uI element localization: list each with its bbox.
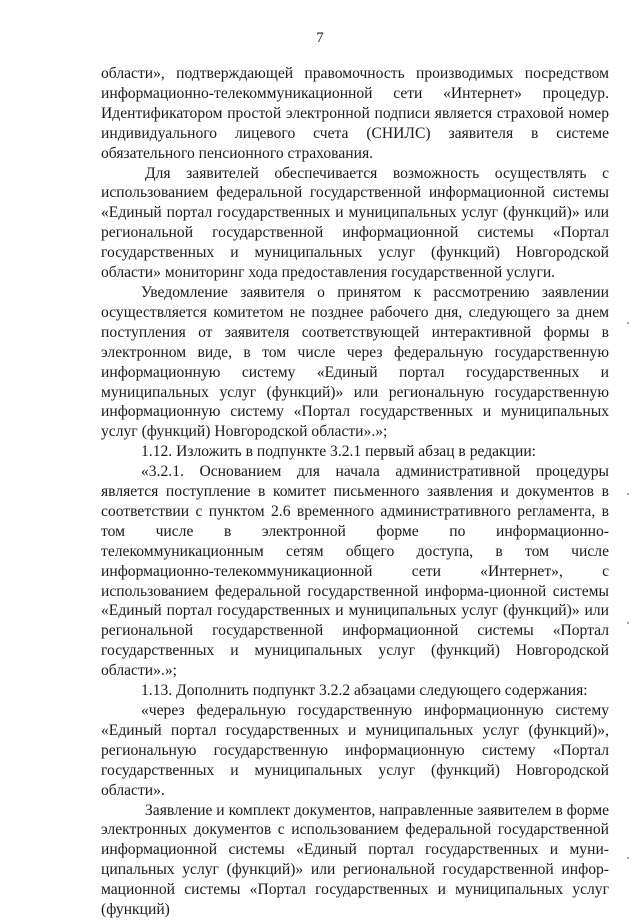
paragraph-item-1-12: 1.12. Изложить в подпункте 3.2.1 первый абзац в редакции: <box>141 443 537 461</box>
paragraph-3-2-1: «3.2.1. Основанием для начала административной процедуры является поступление в комитет письменного заявления и документов в соответствии с пунктом 2.6 временного административного регламента, в том числе в электронной форме по информационно-телекоммуникационным сетям общего доступа, в том числе информационно-телекоммуникационной сети «Интернет», с использованием федеральной государственной информа-ционной системы «Единый портал государственных и муниципальных услуг (функций)» или региональной государственной информационной системы «Портал государственных и муниципальных услуг (функций) Новгородской области».»; <box>101 463 609 680</box>
page-number: 7 <box>316 30 324 46</box>
paragraph-notification: Уведомление заявителя о принятом к рассмотрению заявлении осуществляется комитетом не позднее рабочего дня, следующего за днем поступления от заявителя соответствующей интерактивной формы в электронном виде, в том числе через федеральную государственную информационную систему «Единый портал государственных и муниципальных услуг (функций)» или региональную государственную информационную систему «Портал государственных и муниципальных услуг (функций) Новгородской области».»; <box>101 283 609 441</box>
scan-mark <box>627 857 629 859</box>
paragraph-monitoring: Для заявителей обеспечивается возможность осуществлять с использованием федеральной государственной информационной системы «Единый портал государственных и муниципальных услуг (функций)» или региональной государственной информационной системы «Портал государственных и муниципальных услуг (функций) Новгородской области» мониторинг хода предоставления государственной услуги. <box>101 164 609 282</box>
document-body <box>101 64 609 920</box>
paragraph-application-set: Заявление и комплект документов, направленные заявителем в форме электронных документов с использованием федеральной государственной информационной системы «Единый портал государственных и муни-ципальных услуг (функций)» или региональной государственной инфор-мационной системы «Портал государственных и муниципальных услуг (функций) <box>101 801 609 919</box>
paragraph-via-portal: «через федеральную государственную информационную систему «Единый портал государственных и муниципальных услуг (функций)», региональную государственную информационную систему «Портал государственных и муниципальных услуг (функций) Новгородской области». <box>101 702 609 799</box>
scan-mark <box>627 622 629 624</box>
scan-mark <box>627 322 629 324</box>
scan-mark <box>627 493 629 495</box>
paragraph-continuation: области», подтверждающей правомочность производимых посредством информационно-телекоммуникационной сети «Интернет» процедур. Идентификатором простой электронной подписи является страховой номер индивидуального лицевого счета (СНИЛС) заявителя в системе обязательного пенсионного страхования. <box>101 65 609 162</box>
paragraph-item-1-13: 1.13. Дополнить подпункт 3.2.2 абзацами следующего содержания: <box>141 682 588 700</box>
